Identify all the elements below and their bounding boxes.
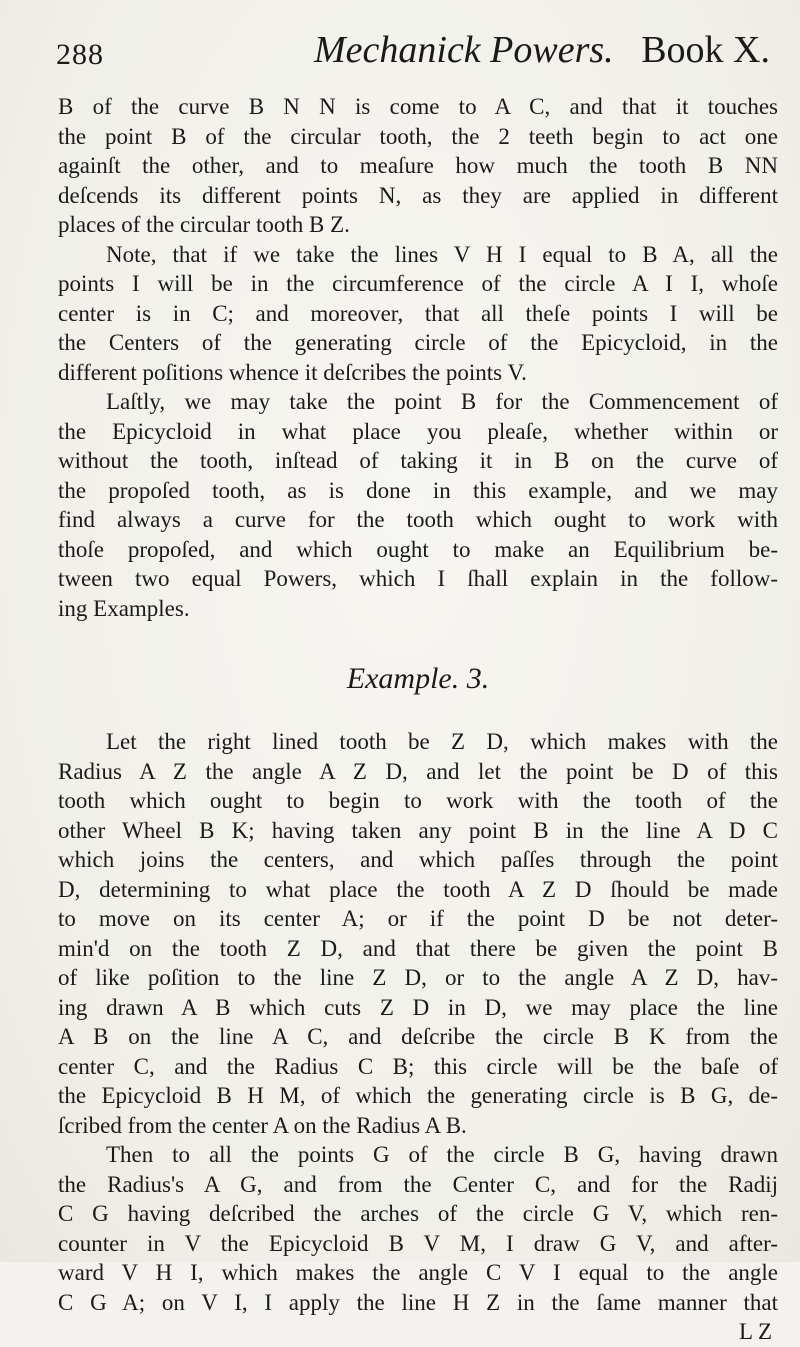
paragraph xyxy=(58,727,778,1140)
body-text xyxy=(58,92,778,1347)
running-title: Mechanick Powers. xyxy=(314,29,614,71)
text-line: places of the circular tooth B Z. xyxy=(58,212,350,237)
text-line: Note, that if we take the lines V H I equal to B A, all the xyxy=(106,241,778,267)
text-line: which joins the centers, and which paſſes through the point xyxy=(58,847,778,872)
text-line: points I will be in the circumference of the circle A I I, whoſe xyxy=(58,271,778,296)
text-line: min'd on the tooth Z D, and that there be given the point B xyxy=(58,935,778,961)
example-heading: Example. 3. xyxy=(346,662,490,695)
text-line: the Epicycloid B H M, of which the generating circle is B G, de- xyxy=(58,1083,778,1108)
text-line: A B on the line A C, and deſcribe the circle B K from the xyxy=(58,1024,778,1049)
text-line: B of the curve B N N is come to A C, and that it touches xyxy=(58,94,778,119)
text-line: the point B of the circular tooth, the 2 teeth begin to act one xyxy=(58,123,778,149)
text-line: center C, and the Radius C B; this circle will be the baſe of xyxy=(58,1053,778,1079)
text-line: find always a curve for the tooth which ought to work with xyxy=(58,507,778,532)
catchword: L Z xyxy=(739,1319,772,1344)
text-line: D, determining to what place the tooth A Z D ſhould be made xyxy=(58,876,778,902)
text-line: C G having deſcribed the arches of the circle G V, which ren- xyxy=(58,1201,778,1226)
text-line: center is in C; and moreover, that all theſe points I will be xyxy=(58,300,778,326)
text-line: ward V H I, which makes the angle C V I equal to the angle xyxy=(58,1260,778,1285)
text-line: ing Examples. xyxy=(58,595,190,621)
text-line: Laſtly, we may take the point B for the Commencement of xyxy=(106,389,778,414)
text-line: the Epicycloid in what place you pleaſe, whether within or xyxy=(58,418,778,444)
text-line: of like poſition to the line Z D, or to the angle A Z D, hav- xyxy=(58,965,778,990)
text-line: Let the right lined tooth be Z D, which makes with the xyxy=(106,729,778,754)
text-line: tooth which ought to begin to work with the tooth of the xyxy=(58,788,778,813)
text-line: the Centers of the generating circle of the Epicycloid, in the xyxy=(58,330,778,355)
text-line: tween two equal Powers, which I ſhall explain in the follow- xyxy=(58,566,778,591)
text-line: counter in V the Epicycloid B V M, I draw G V, and after- xyxy=(58,1230,778,1256)
page-number: 288 xyxy=(56,38,104,71)
text-line: C G A; on V I, I apply the line H Z in the ſame manner that xyxy=(58,1289,778,1315)
text-line: without the tooth, inſtead of taking it in B on the curve of xyxy=(58,448,778,473)
section-label: Book X. xyxy=(641,29,770,71)
paragraph xyxy=(58,387,778,623)
text-line: Radius A Z the angle A Z D, and let the point be D of this xyxy=(58,758,778,784)
text-line: againſt the other, and to meaſure how much the tooth B NN xyxy=(58,153,778,178)
text-line: the propoſed tooth, as is done in this example, and we may xyxy=(58,477,778,503)
page-header xyxy=(56,20,770,80)
text-line: other Wheel B K; having taken any point B in the line A D C xyxy=(58,817,778,843)
paragraph xyxy=(58,92,778,240)
text-line: to move on its center A; or if the point D be not deter- xyxy=(58,906,778,931)
paragraph xyxy=(58,240,778,388)
text-line: ing drawn A B which cuts Z D in D, we may place the line xyxy=(58,994,778,1020)
paragraph xyxy=(58,1140,778,1317)
text-line: the Radius's A G, and from the Center C, and for the Radij xyxy=(58,1171,778,1197)
text-line: thoſe propoſed, and which ought to make an Equilibrium be- xyxy=(58,536,778,562)
text-line: Then to all the points G of the circle B G, having drawn xyxy=(106,1142,778,1167)
text-line: ſcribed from the center A on the Radius A B. xyxy=(58,1112,467,1138)
text-line: different poſitions whence it deſcribes the points V. xyxy=(58,359,527,385)
text-line: deſcends its different points N, as they are applied in different xyxy=(58,182,778,208)
